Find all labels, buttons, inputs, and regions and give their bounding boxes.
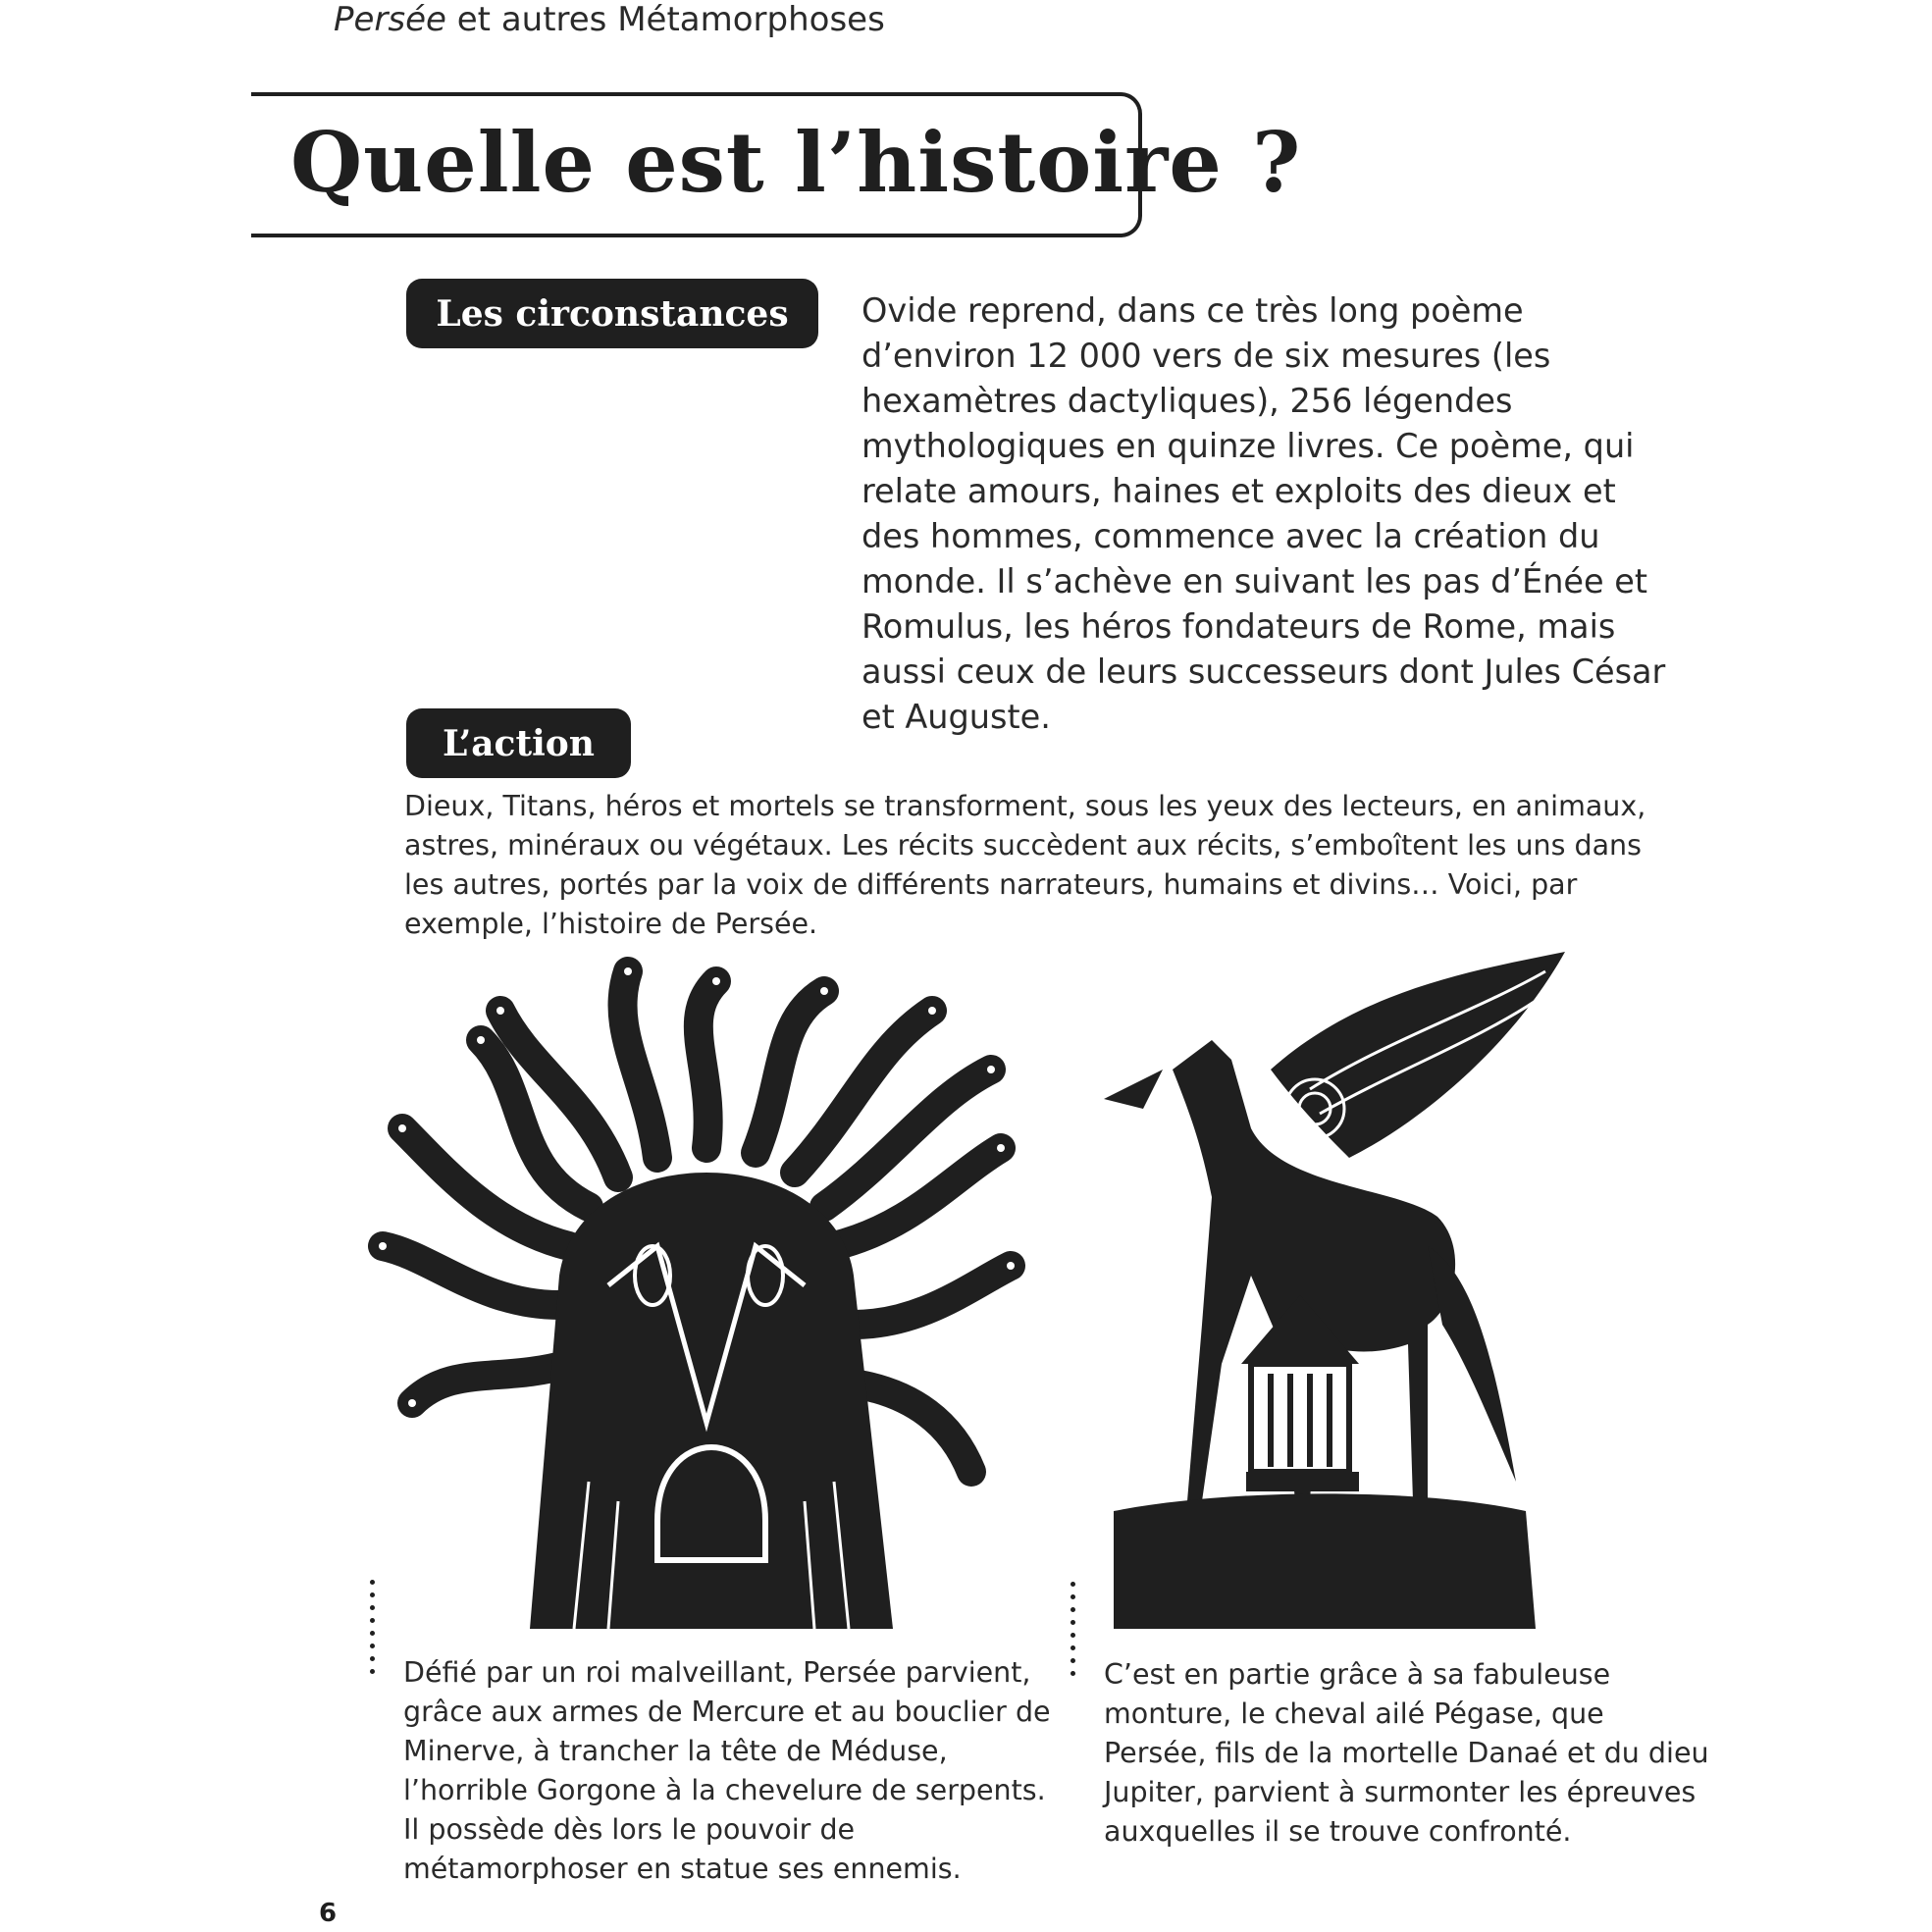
action-paragraph: Dieux, Titans, héros et mortels se transforment, sous les yeux des lecteurs, en animaux, astres, minéraux ou végétaux. Les récits succèdent aux récits, s’emboîtent les uns dans les autres, portés par la voix de différents narrateurs, humains et divins… Voici, par exemple, l’histoire de Persée. xyxy=(404,790,1646,940)
circonstances-paragraph: Ovide reprend, dans ce très long poème d’environ 12 000 vers de six mesures (les hexamètres dactyliques), 256 légendes mythologiques en quinze livres. Ce poème, qui relate amours, haines et exploits des dieux et des hommes, commence avec la création du monde. Il s’achève en suivant les pas d’Énée et Romulus, les héros fondateurs de Rome, mais aussi ceux de leurs successeurs dont Jules César et Auguste. xyxy=(862,291,1666,736)
running-header-rest: et autres Métamorphoses xyxy=(445,0,885,39)
circonstances-label: Les circonstances xyxy=(406,279,818,348)
medusa-illustration xyxy=(363,952,1079,1639)
caption-pegasus: C’est en partie grâce à sa fabuleuse monture, le cheval ailé Pégase, que Persée, fils de la mortelle Danaé et du dieu Jupiter, parvient à surmonter les épreuves auxquelles il se trouve confronté. xyxy=(1104,1658,1709,1848)
pegasus-illustration xyxy=(1104,952,1594,1639)
caption-right-dotted-rule xyxy=(1070,1582,1076,1684)
section-title: Quelle est l’histoire ? xyxy=(290,114,1302,211)
action-label: L’action xyxy=(406,708,631,778)
page-number: 6 xyxy=(319,1899,338,1928)
caption-medusa: Défié par un roi malveillant, Persée parvient, grâce aux armes de Mercure et au bouclier de Minerve, à trancher la tête de Méduse, l’horrible Gorgone à la chevelure de serpents. Il possède dès lors le pouvoir de métamorphoser en statue ses ennemis. xyxy=(403,1656,1051,1885)
section-title-box xyxy=(251,92,1302,237)
running-header xyxy=(334,0,885,39)
caption-left-dotted-rule xyxy=(370,1580,376,1682)
running-header-italic: Persée xyxy=(334,0,446,39)
